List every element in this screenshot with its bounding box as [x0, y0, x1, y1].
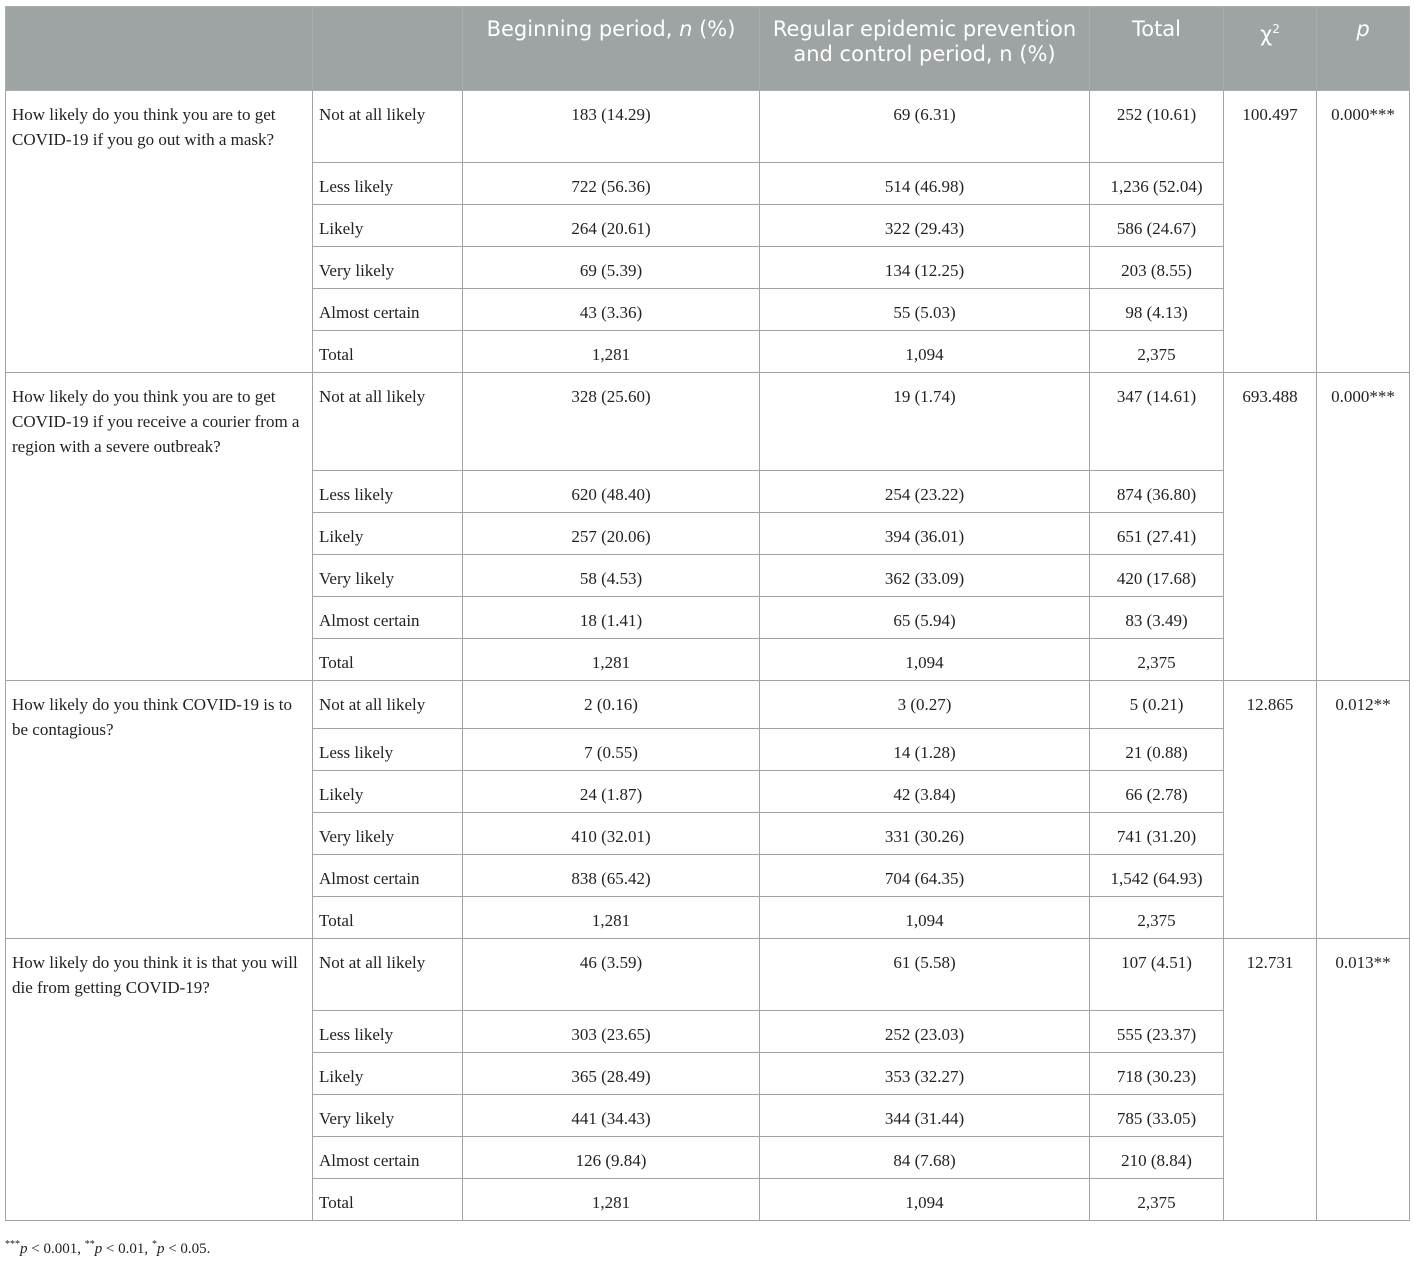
level-cell: Not at all likely: [313, 681, 463, 729]
level-cell: Less likely: [313, 163, 463, 205]
total-cell: 1,542 (64.93): [1090, 855, 1224, 897]
beginning-cell: 43 (3.36): [463, 289, 760, 331]
question-cell: How likely do you think it is that you will die from getting COVID-19?: [6, 939, 313, 1221]
regular-cell: 1,094: [760, 1179, 1090, 1221]
level-cell: Likely: [313, 1053, 463, 1095]
regular-cell: 394 (36.01): [760, 513, 1090, 555]
level-cell: Not at all likely: [313, 373, 463, 471]
header-total: Total: [1090, 7, 1224, 91]
header-chi-symbol: χ: [1260, 22, 1273, 46]
beginning-cell: 18 (1.41): [463, 597, 760, 639]
header-question: [6, 7, 313, 91]
chi-square-cell: 100.497: [1224, 91, 1317, 373]
beginning-cell: 410 (32.01): [463, 813, 760, 855]
header-level: [313, 7, 463, 91]
regular-cell: 704 (64.35): [760, 855, 1090, 897]
p-value-cell: 0.000***: [1317, 373, 1410, 681]
header-regular-period: Regular epidemic prevention and control period, n (%): [760, 7, 1090, 91]
total-cell: 555 (23.37): [1090, 1011, 1224, 1053]
beginning-cell: 441 (34.43): [463, 1095, 760, 1137]
chi-square-cell: 12.731: [1224, 939, 1317, 1221]
p-value-cell: 0.000***: [1317, 91, 1410, 373]
regular-cell: 254 (23.22): [760, 471, 1090, 513]
header-row: [6, 7, 1410, 91]
table-row: [6, 939, 1410, 1011]
beginning-cell: 69 (5.39): [463, 247, 760, 289]
beginning-cell: 722 (56.36): [463, 163, 760, 205]
total-cell: 651 (27.41): [1090, 513, 1224, 555]
total-cell: 210 (8.84): [1090, 1137, 1224, 1179]
beginning-cell: 303 (23.65): [463, 1011, 760, 1053]
level-cell: Very likely: [313, 1095, 463, 1137]
beginning-cell: 365 (28.49): [463, 1053, 760, 1095]
regular-cell: 55 (5.03): [760, 289, 1090, 331]
total-cell: 2,375: [1090, 897, 1224, 939]
beginning-cell: 7 (0.55): [463, 729, 760, 771]
footnote-rule-3: < 0.05.: [164, 1241, 211, 1257]
level-cell: Less likely: [313, 729, 463, 771]
total-cell: 874 (36.80): [1090, 471, 1224, 513]
level-cell: Total: [313, 639, 463, 681]
regular-cell: 69 (6.31): [760, 91, 1090, 163]
beginning-cell: 1,281: [463, 897, 760, 939]
level-cell: Total: [313, 897, 463, 939]
level-cell: Almost certain: [313, 1137, 463, 1179]
regular-cell: 1,094: [760, 897, 1090, 939]
total-cell: 66 (2.78): [1090, 771, 1224, 813]
regular-cell: 65 (5.94): [760, 597, 1090, 639]
total-cell: 2,375: [1090, 1179, 1224, 1221]
total-cell: 252 (10.61): [1090, 91, 1224, 163]
table-row: [6, 373, 1410, 471]
regular-cell: 42 (3.84): [760, 771, 1090, 813]
chi-square-cell: 693.488: [1224, 373, 1317, 681]
total-cell: 1,236 (52.04): [1090, 163, 1224, 205]
level-cell: Total: [313, 331, 463, 373]
level-cell: Very likely: [313, 813, 463, 855]
beginning-cell: 58 (4.53): [463, 555, 760, 597]
header-chi-square: [1224, 7, 1317, 91]
footnote-sig-2: **: [84, 1239, 95, 1250]
question-cell: How likely do you think you are to get COVID-19 if you go out with a mask?: [6, 91, 313, 373]
footnote-sig-3: *: [151, 1239, 157, 1250]
chi-square-cell: 12.865: [1224, 681, 1317, 939]
beginning-cell: 1,281: [463, 639, 760, 681]
regular-cell: 362 (33.09): [760, 555, 1090, 597]
beginning-cell: 24 (1.87): [463, 771, 760, 813]
regular-cell: 134 (12.25): [760, 247, 1090, 289]
beginning-cell: 1,281: [463, 1179, 760, 1221]
level-cell: Likely: [313, 513, 463, 555]
beginning-cell: 2 (0.16): [463, 681, 760, 729]
p-value-cell: 0.012**: [1317, 681, 1410, 939]
total-cell: 98 (4.13): [1090, 289, 1224, 331]
total-cell: 83 (3.49): [1090, 597, 1224, 639]
level-cell: Very likely: [313, 555, 463, 597]
regular-cell: 14 (1.28): [760, 729, 1090, 771]
header-chi-sup: 2: [1272, 22, 1280, 36]
header-beginning-period: [463, 7, 760, 91]
level-cell: Very likely: [313, 247, 463, 289]
p-value-cell: 0.013**: [1317, 939, 1410, 1221]
total-cell: 420 (17.68): [1090, 555, 1224, 597]
regular-cell: 1,094: [760, 639, 1090, 681]
total-cell: 5 (0.21): [1090, 681, 1224, 729]
footnote-rule-2: < 0.01,: [102, 1241, 152, 1257]
total-cell: 785 (33.05): [1090, 1095, 1224, 1137]
level-cell: Almost certain: [313, 855, 463, 897]
total-cell: 718 (30.23): [1090, 1053, 1224, 1095]
footnote-p-1: p: [20, 1241, 28, 1257]
regular-cell: 84 (7.68): [760, 1137, 1090, 1179]
regular-cell: 252 (23.03): [760, 1011, 1090, 1053]
regular-cell: 19 (1.74): [760, 373, 1090, 471]
level-cell: Almost certain: [313, 289, 463, 331]
total-cell: 21 (0.88): [1090, 729, 1224, 771]
total-cell: 2,375: [1090, 331, 1224, 373]
total-cell: 107 (4.51): [1090, 939, 1224, 1011]
beginning-cell: 183 (14.29): [463, 91, 760, 163]
regular-cell: 3 (0.27): [760, 681, 1090, 729]
beginning-cell: 838 (65.42): [463, 855, 760, 897]
total-cell: 2,375: [1090, 639, 1224, 681]
header-beginning-n: n: [679, 17, 693, 41]
beginning-cell: 264 (20.61): [463, 205, 760, 247]
question-cell: How likely do you think COVID-19 is to be contagious?: [6, 681, 313, 939]
level-cell: Total: [313, 1179, 463, 1221]
footnote-p-3: p: [156, 1241, 165, 1257]
total-cell: 203 (8.55): [1090, 247, 1224, 289]
beginning-cell: 328 (25.60): [463, 373, 760, 471]
total-cell: 586 (24.67): [1090, 205, 1224, 247]
beginning-cell: 1,281: [463, 331, 760, 373]
data-table: [5, 6, 1410, 1221]
regular-cell: 1,094: [760, 331, 1090, 373]
beginning-cell: 126 (9.84): [463, 1137, 760, 1179]
question-cell: How likely do you think you are to get COVID-19 if you receive a courier from a region with a severe outbreak?: [6, 373, 313, 681]
table-body: [6, 91, 1410, 1221]
total-cell: 347 (14.61): [1090, 373, 1224, 471]
table-row: [6, 91, 1410, 163]
header-beginning-suffix: (%): [692, 17, 736, 41]
level-cell: Likely: [313, 205, 463, 247]
footnote-sig-1: ***: [5, 1239, 20, 1250]
level-cell: Less likely: [313, 471, 463, 513]
level-cell: Likely: [313, 771, 463, 813]
regular-cell: 344 (31.44): [760, 1095, 1090, 1137]
level-cell: Less likely: [313, 1011, 463, 1053]
regular-cell: 353 (32.27): [760, 1053, 1090, 1095]
table-header: [6, 7, 1410, 91]
header-beginning-label: Beginning period,: [486, 17, 680, 41]
level-cell: Almost certain: [313, 597, 463, 639]
total-cell: 741 (31.20): [1090, 813, 1224, 855]
footnote-p-2: p: [94, 1241, 103, 1257]
level-cell: Not at all likely: [313, 939, 463, 1011]
beginning-cell: 46 (3.59): [463, 939, 760, 1011]
header-p-value: p: [1317, 7, 1410, 91]
beginning-cell: 257 (20.06): [463, 513, 760, 555]
table-footnote: [5, 1239, 210, 1258]
regular-cell: 61 (5.58): [760, 939, 1090, 1011]
regular-cell: 331 (30.26): [760, 813, 1090, 855]
table-row: [6, 681, 1410, 729]
beginning-cell: 620 (48.40): [463, 471, 760, 513]
footnote-rule-1: < 0.001,: [27, 1241, 85, 1257]
level-cell: Not at all likely: [313, 91, 463, 163]
regular-cell: 514 (46.98): [760, 163, 1090, 205]
regular-cell: 322 (29.43): [760, 205, 1090, 247]
